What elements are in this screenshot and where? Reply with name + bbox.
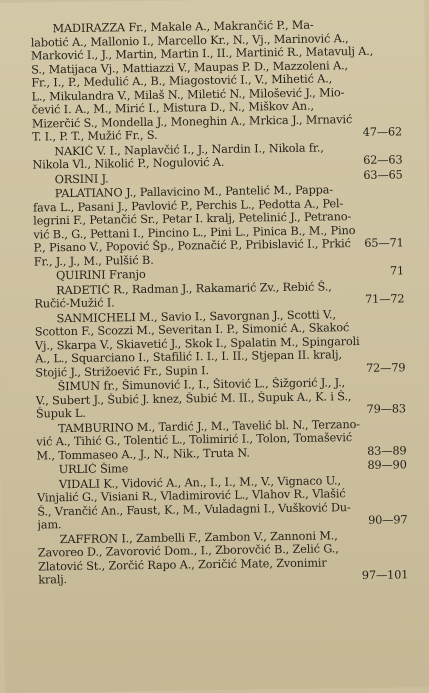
entry-line: T. I., P. T., Mužić Fr., S.: [31, 128, 158, 144]
entry-line: Vj., Skarpa V., Skiavetić J., Skok I., Spalatin M., Spingaroli: [34, 334, 360, 353]
index-entry-m: [30, 17, 402, 144]
index-entry-r: [34, 279, 404, 311]
entry-line: Mizerčić S., Mondella J., Moneghin A., Mrkica J., Mrnavić: [31, 112, 353, 131]
entry-line: URLIĆ Šime: [58, 462, 129, 477]
entry-line: Šupuk L.: [35, 406, 86, 421]
page-range: 90—97: [368, 513, 408, 527]
entry-line: MADIRAZZA Fr., Makale A., Makrančić P., Ma-: [52, 18, 314, 36]
entry-line: RADETIĆ R., Radman J., Rakamarić Zv., Rebić Š.,: [56, 279, 332, 297]
index-entry-v: [37, 473, 408, 532]
page-range: 62—63: [363, 153, 403, 167]
entry-line: S., Matijaca Vj., Mattiazzi V., Maupas P. D., Mazzoleni A.,: [31, 58, 349, 77]
index-entry-s: [35, 307, 406, 380]
entry-line: legrini F., Petančić Sr., Petar I. kralj, Petelinić J., Petrano-: [33, 210, 352, 228]
entry-line: Stojić J., Strižoević Fr., Supin I.: [35, 363, 209, 380]
page-range: 71—72: [364, 292, 405, 306]
entry-line: ZAFFRON I., Zambelli F., Zambon V., Zannoni M.,: [59, 528, 338, 546]
page-range: 83—89: [367, 443, 407, 458]
index-entry-t: [36, 417, 407, 463]
entry-line: NAKIĆ V. I., Naplavčić I., J., Nardin I., Nikola fr.,: [54, 140, 324, 158]
entry-line: ORSINI J.: [54, 171, 109, 186]
entry-line: čević I. A., M., Mirić I., Mistura D., N., Miškov An.,: [31, 99, 314, 117]
entry-line: kralj.: [38, 573, 68, 587]
index-entry-n: [32, 140, 402, 172]
entry-line: Fr., J., J., M., Pulšić B.: [33, 253, 154, 269]
entry-line: Ručić-Mužić I.: [34, 296, 115, 311]
index-entry-p: [33, 182, 404, 268]
page-range: 79—83: [366, 402, 407, 416]
entry-line: labotić A., Mallonio I., Marcello Kr., N., Vj., Marinović A.,: [30, 31, 349, 50]
entry-line: Nikola Vl., Nikolić P., Nogulović A.: [32, 155, 225, 172]
index-entry-sh: [35, 375, 406, 421]
entry-line: Š., Vrančić An., Faust, K., M., Vuladagni I., Vušković Du-: [37, 500, 351, 518]
entry-line: vić A., Tihić G., Tolentić L., Tolimirić I., Tolon, Tomašević: [36, 431, 353, 449]
page-range: 71: [389, 264, 405, 278]
entry-line: Marković I., J., Martin, Martin I., II., Martinić R., Matavulj A.,: [30, 44, 374, 63]
page-range: 72—79: [365, 360, 406, 375]
entry-line: P., Pisano V., Popović Šp., Poznačić P., Pribislavić I., Prkić: [33, 237, 351, 255]
entry-line: VIDALI K., Vidović A., An., I., I., M., V., Vignaco U.,: [58, 473, 341, 491]
entry-line: vić B., G., Pettani I., Pincino L., Pini L., Pinica B., M., Pino: [33, 223, 356, 242]
page-range: 65—71: [364, 236, 404, 250]
entry-line: ŠIMUN fr., Šimunović I., I., Šitović L., Šižgorić J., J.,: [57, 376, 346, 394]
entry-line: Vinjalić G., Visiani R., Vladimirović L., Vlahov R., Vlašić: [37, 487, 346, 505]
entry-line: QUIRINI Franjo: [55, 267, 146, 283]
entry-line: TAMBURINO M., Tardić J., M., Tavelić bl. N., Terzano-: [58, 417, 360, 435]
entry-line: A., L., Squarciano I., Stafilić I. I., I. II., Stjepan II. kralj,: [35, 348, 342, 366]
entry-line: Zavoreo D., Zavorović Dom., I., Zborovčić B., Zelić G.,: [37, 542, 339, 560]
entry-line: SANMICHELI M., Savio I., Savorgnan J., Scotti V.,: [56, 307, 336, 325]
page-range: 89—90: [367, 458, 407, 472]
entry-line: Zlatović St., Zorčić Rapo A., Zoričić Mate, Zvonimir: [37, 555, 327, 573]
index-entry-z: [38, 528, 409, 587]
entry-line: Scotton F., Scozzi M., Severitan I. P., Simonić A., Skakoć: [34, 321, 350, 339]
page-range: 47—62: [362, 125, 403, 139]
entry-line: M., Tommaseo A., J., N., Nik., Truta N.: [36, 446, 250, 462]
entry-line: Fr., I., P., Medulić A., B., Miagostović I., V., Mihetić A.,: [31, 72, 333, 90]
entry-line: fava L., Pasani J., Pavlović P., Perchis L., Pedotta A., Pel-: [32, 196, 344, 215]
entry-line: V., Subert J., Šubić J. knez, Šubić M. II., Šupuk A., K. i Š.,: [35, 389, 352, 408]
entry-line: L., Mikulandra V., Milaš N., Miletić N., Milošević J., Mio-: [31, 85, 345, 104]
entry-line: PALATIANO J., Pallavicino M., Pantelić M., Pappa-: [54, 183, 334, 201]
page-range: 63—65: [363, 167, 403, 182]
entry-line: jam.: [37, 518, 62, 532]
page-range: 97—101: [361, 568, 409, 582]
